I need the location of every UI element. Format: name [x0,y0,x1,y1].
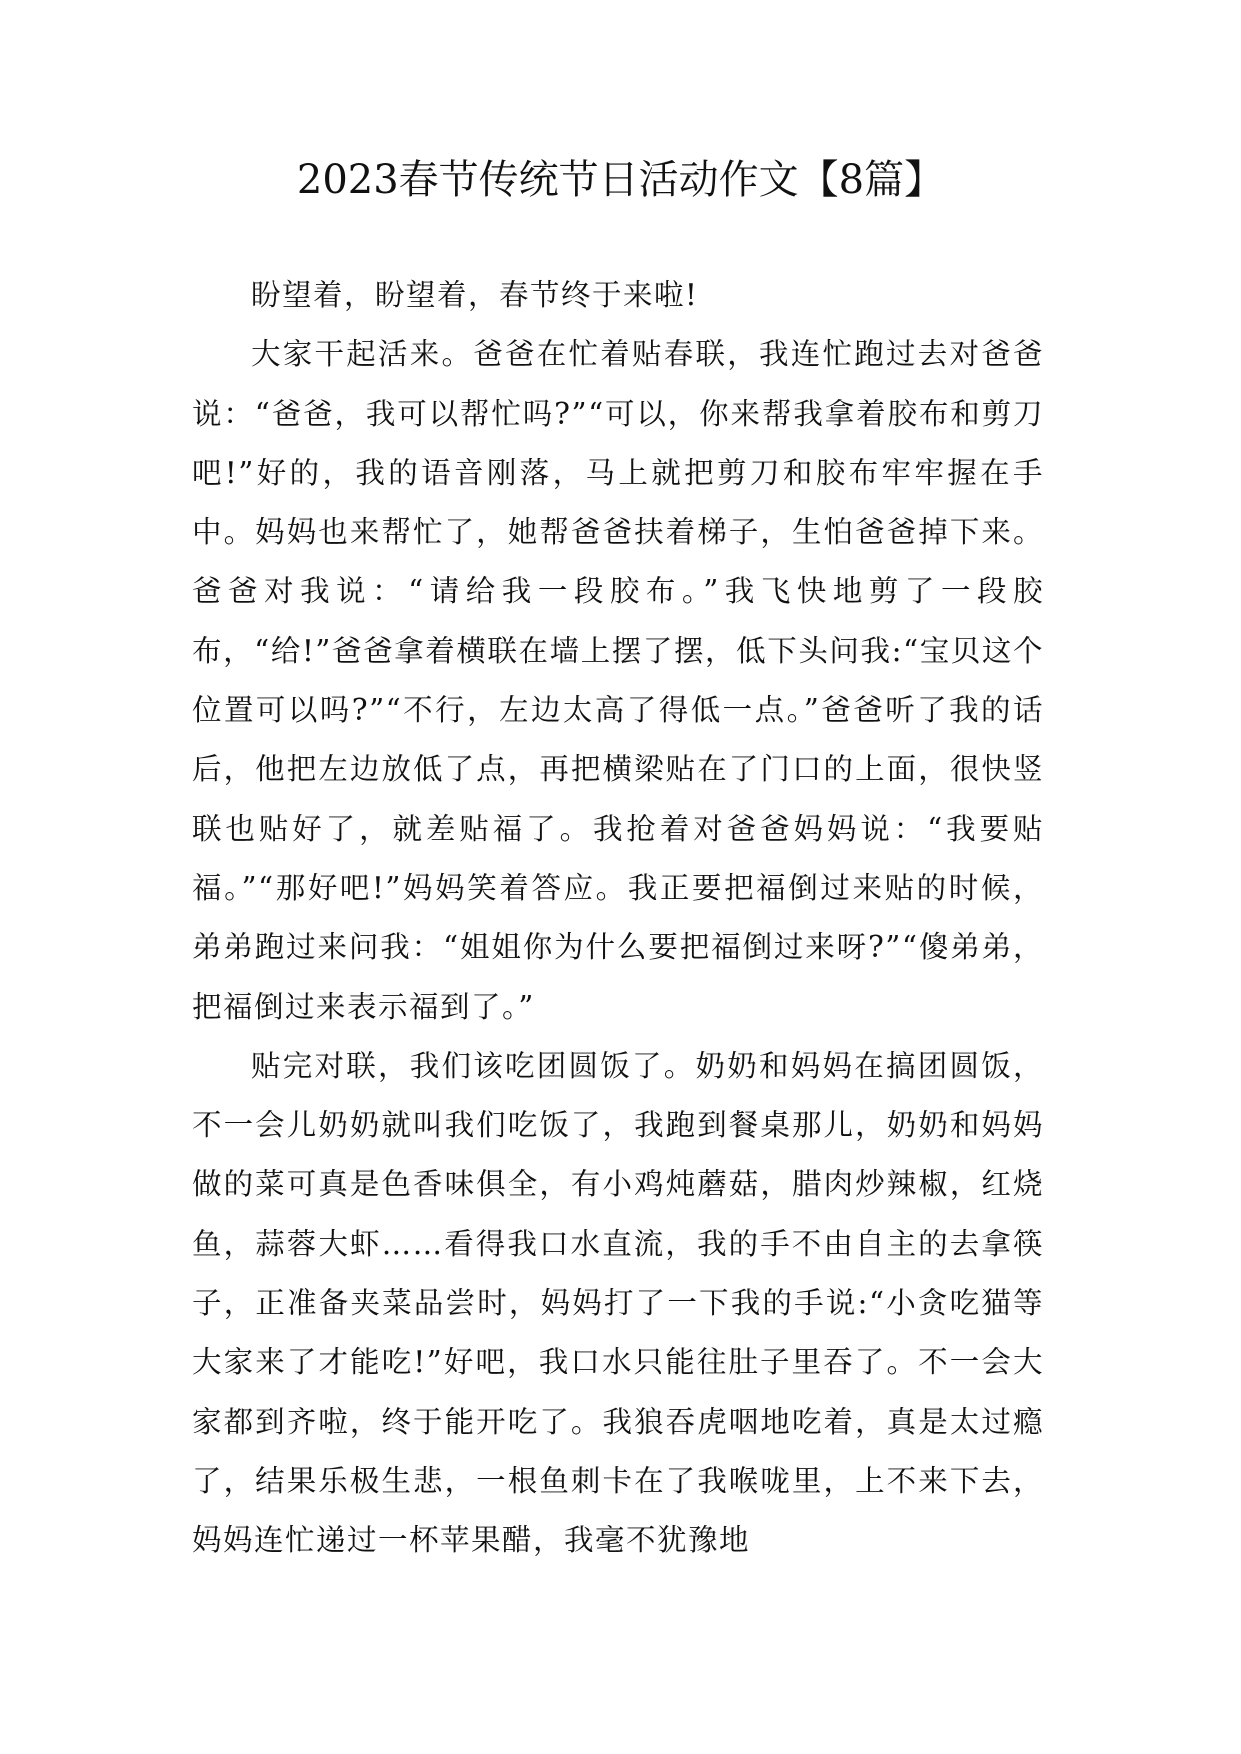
document-title: 2023春节传统节日活动作文【8篇】 [296,157,945,203]
paragraph: 盼望着，盼望着，春节终于来啦! [251,278,699,312]
document-body [192,266,1044,1571]
paragraph: 大家干起活来。爸爸在忙着贴春联，我连忙跑过去对爸爸说：“爸爸，我可以帮忙吗?”“可以，你来帮我拿着胶布和剪刀吧!”好的，我的语音刚落，马上就把剪刀和胶布牢牢握在手中。妈妈也来帮忙了，她帮爸爸扶着梯子，生怕爸爸掉下来。爸爸对我说：“请给我一段胶布。”我飞快地剪了一段胶布，“给!”爸爸拿着横联在墙上摆了摆，低下头问我:“宝贝这个位置可以吗?”“不行，左边太高了得低一点。”爸爸听了我的话后，他把左边放低了点，再把横梁贴在了门口的上面，很快竖联也贴好了，就差贴福了。我抢着对爸爸妈妈说：“我要贴福。”“那好吧!”妈妈笑着答应。我正要把福倒过来贴的时候，弟弟跑过来问我：“姐姐你为什么要把福倒过来呀?”“傻弟弟，把福倒过来表示福到了。” [192,337,1044,1024]
paragraph: 贴完对联，我们该吃团圆饭了。奶奶和妈妈在搞团圆饭，不一会儿奶奶就叫我们吃饭了，我跑到餐桌那儿，奶奶和妈妈做的菜可真是色香味俱全，有小鸡炖蘑菇，腊肉炒辣椒，红烧鱼，蒜蓉大虾……看得我口水直流，我的手不由自主的去拿筷子，正准备夹菜品尝时，妈妈打了一下我的手说:“小贪吃猫等大家来了才能吃!”好吧，我口水只能往肚子里吞了。不一会大家都到齐啦，终于能开吃了。我狼吞虎咽地吃着，真是太过瘾了，结果乐极生悲，一根鱼刺卡在了我喉咙里，上不来下去，妈妈连忙递过一杯苹果醋，我毫不犹豫地 [192,1048,1044,1558]
